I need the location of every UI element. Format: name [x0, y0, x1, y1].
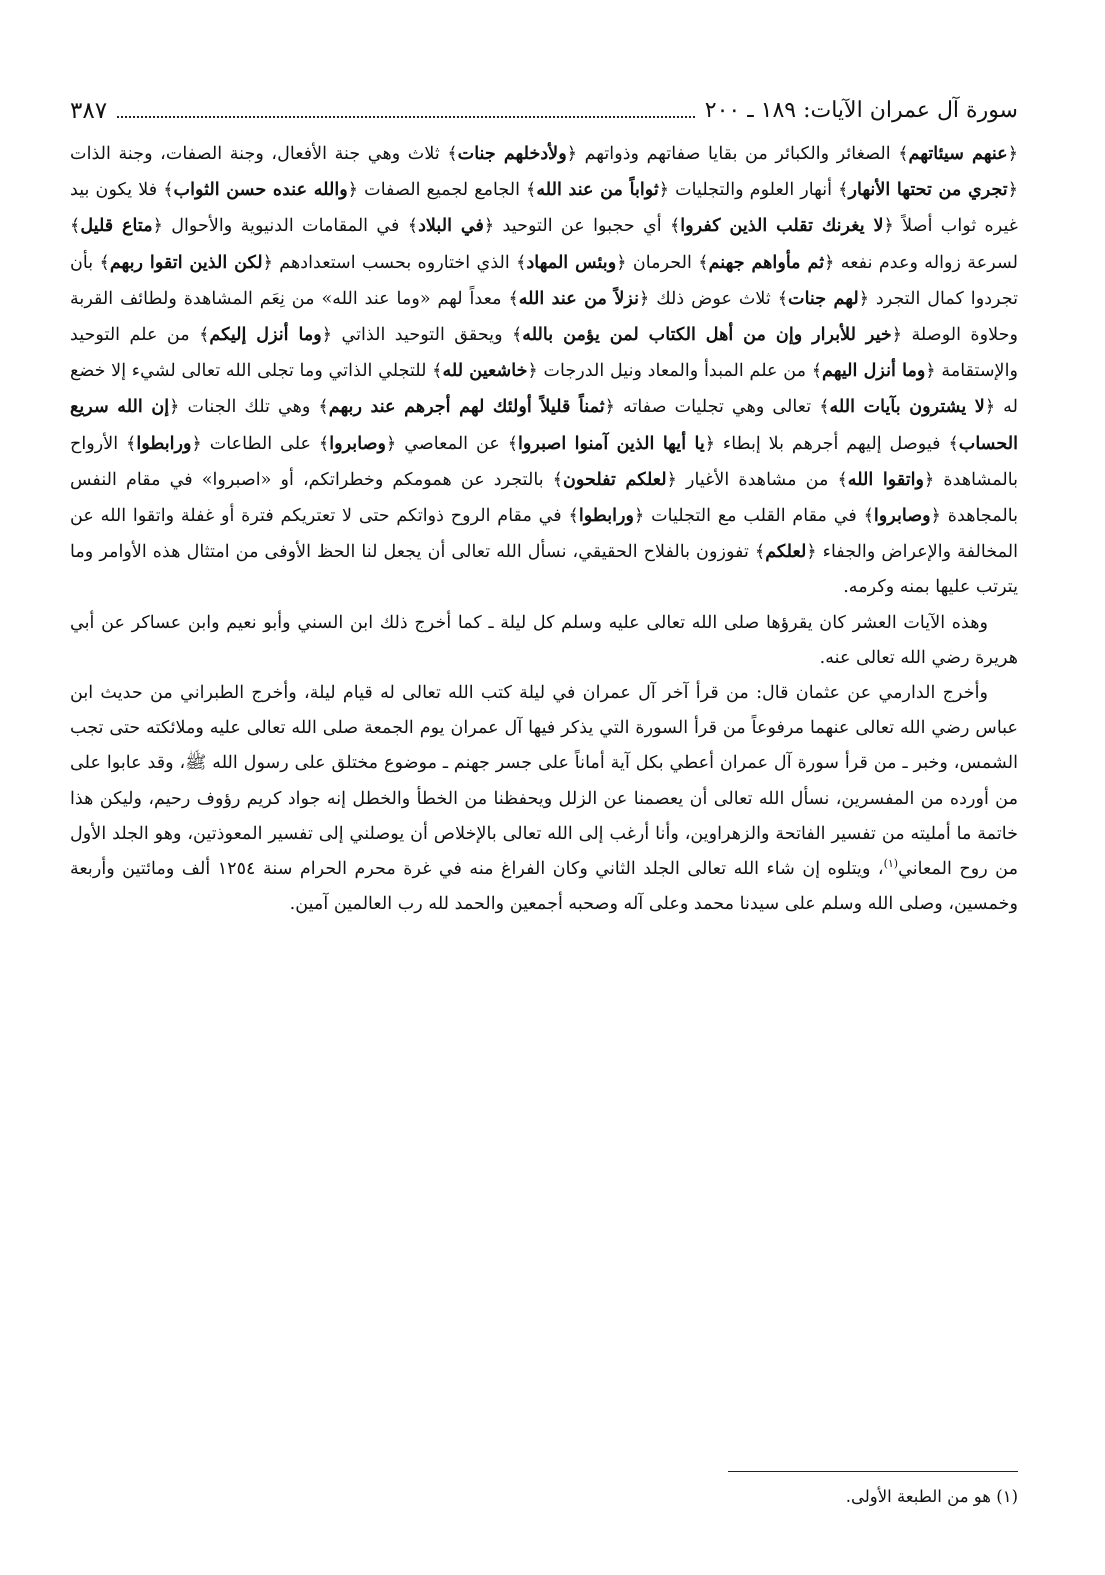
- quran-quote: ﴿ متاع قليل ﴾: [70, 215, 163, 236]
- hadith-paragraph: وهذه الآيات العشر كان يقرؤها صلى الله تعالى عليه وسلم كل ليلة ـ كما أخرج ذلك ابن السني وأبو نعيم وابن عساكر عن أبي هريرة رضي الله تعالى عنه.: [70, 612, 1018, 668]
- commentary-text: الصغائر والكبائر من بقايا صفاتهم وذواتهم: [577, 144, 899, 164]
- commentary-paragraph: [70, 136, 1018, 606]
- quran-quote: ﴿ تجري من تحتها الأنهار ﴾: [838, 179, 1018, 200]
- running-header: [70, 92, 1018, 126]
- commentary-text: وهي تلك الجنات: [179, 397, 319, 418]
- quran-quote: ﴿ ولأدخلهم جنات ﴾: [447, 143, 577, 164]
- quran-quote: ﴿ خير للأبرار وإن من أهل الكتاب لمن يؤمن بالله ﴾: [512, 324, 902, 345]
- quran-quote: ﴿ يا أيها الذين آمنوا اصبروا ﴾: [508, 433, 715, 454]
- quran-quote: ﴿ وبئس المهاد ﴾: [516, 252, 626, 273]
- commentary-text: تفوزون بالفلاح الحقيقي، نسأل الله تعالى أن يجعل لنا الحظ الأوفى من امتثال هذه الأوامر وما يترتب عليها بمنه وكرمه.: [70, 542, 1018, 598]
- quran-quote: ﴿ واتقوا الله ﴾: [837, 469, 934, 490]
- commentary-text: بالتجرد عن همومكم وخطراتكم، أو «اصبروا» في مقام النفس بالمجاهدة: [70, 469, 1018, 527]
- commentary-text: في مقام الروح ذواتكم حتى لا تعتريكم فترة أو غفلة واتقوا الله عن المخالفة والإعراض والجفاء: [70, 506, 1019, 563]
- quran-quote: ﴿ لهم جنات ﴾: [778, 288, 869, 309]
- quran-quote: ﴿ لكن الذين اتقوا ربهم ﴾: [100, 252, 273, 273]
- commentary-text: بأن تجردوا كمال التجرد: [70, 252, 1018, 309]
- closing-text-part-2: ، ويتلوه إن شاء الله تعالى الجلد الثاني وكان الفراغ منه في غرة محرم الحرام سنة ١٢٥٤ ألف ومائتين وأربعة وخمسين، وصلى الله وسلم على سيدنا محمد وعلى آله وصحبه أجمعين والحمد لله رب العالمين آمين.: [70, 859, 1018, 915]
- quran-quote: ﴿ وما أنزل إليكم ﴾: [199, 324, 332, 345]
- commentary-text: ثلاث وهي جنة الأفعال، وجنة الصفات، وجنة الذات: [70, 144, 448, 164]
- page: [70, 92, 1018, 922]
- quran-quote: ﴿ لا يغرنك تقلب الذين كفروا ﴾: [670, 215, 894, 236]
- quran-quote: ﴿ ثم مأواهم جهنم ﴾: [698, 252, 834, 273]
- quran-quote: ﴿ والله عنده حسن الثواب ﴾: [163, 179, 358, 200]
- quran-quote: ﴿ خاشعين لله ﴾: [432, 360, 538, 381]
- closing-paragraph: [70, 676, 1018, 922]
- commentary-text: الحرمان: [626, 252, 699, 273]
- commentary-text: من علم التوحيد والإستقامة: [70, 325, 1018, 382]
- quran-quote: ﴿ وصابروا ﴾: [864, 505, 941, 526]
- commentary-text: أنهار العلوم والتجليات: [669, 180, 839, 201]
- commentary-text: لسرعة زواله وعدم نفعه: [834, 252, 1018, 273]
- footnote: (١) هو من الطبعة الأولى.: [845, 1487, 1018, 1506]
- quran-quote: ﴿ ثمناً قليلاً أولئك لهم أجرهم عند ربهم ﴾: [318, 396, 615, 417]
- quran-quote: ﴿ ورابطوا ﴾: [569, 505, 645, 526]
- quran-quote: ﴿ عنهم سيئاتهم ﴾: [898, 143, 1018, 164]
- commentary-text: ويحقق التوحيد الذاتي: [332, 325, 512, 346]
- commentary-text: فلا يكون بيد غيره ثواب أصلاً: [70, 180, 1018, 237]
- commentary-text: تعالى وهي تجليات صفاته: [614, 397, 820, 418]
- commentary-text: أي حجبوا عن التوحيد: [494, 216, 670, 237]
- quran-quote: ﴿ وما أنزل اليهم ﴾: [812, 360, 936, 381]
- quran-quote: ﴿ لعلكم تفلحون ﴾: [553, 469, 677, 490]
- quran-quote: ﴿ وصابروا ﴾: [319, 433, 396, 454]
- commentary-text: الجامع لجميع الصفات: [358, 180, 527, 201]
- commentary-text: للتجلي الذاتي وما تجلى الله تعالى لشيء إلا خضع له: [70, 361, 1018, 418]
- footnote-separator: [728, 1471, 1018, 1472]
- quran-quote: ﴿ لعلكم ﴾: [755, 541, 817, 562]
- commentary-text: عن المعاصي: [396, 433, 508, 454]
- quran-quote: ﴿ لا يشترون بآيات الله ﴾: [819, 396, 995, 417]
- page-body: [70, 136, 1018, 922]
- commentary-text: في المقامات الدنيوية والأحوال: [162, 216, 408, 237]
- commentary-text: الأرواح بالمشاهدة: [70, 433, 1018, 490]
- commentary-text: الذي اختاروه بحسب استعدادهم: [272, 252, 517, 273]
- commentary-text: ثلاث عوض ذلك: [649, 288, 778, 309]
- quran-quote: ﴿ ورابطوا ﴾: [126, 433, 202, 454]
- closing-text-part-1: وأخرج الدارمي عن عثمان قال: من قرأ آخر آل عمران في ليلة كتب الله تعالى له قيام ليلة، وأخرج الطبراني من حديث ابن عباس رضي الله تعالى عنهما مرفوعاً من قرأ السورة التي يذكر فيها آل عمران يوم الجمعة صلى الله تعالى عليه وملائكته حتى تجب الشمس، وخبر ـ من قرأ سورة آل عمران أعطي بكل آية أماناً على جسر جهنم ـ موضوع مختلق على رسول الله ﷺ، وقد عابوا على من أورده من المفسرين، نسأل الله تعالى أن يعصمنا عن الزلل ويحفظنا من الخطأ والخطل إنه جواد كريم رؤوف رحيم، وليكن هذا خاتمة ما أمليته من تفسير الفاتحة والزهراوين، وأنا أرغب إلى الله تعالى بالإخلاص أن يوصلني إلى تفسير المعوذتين، وهو الجلد الأول من روح المعاني: [70, 683, 1018, 880]
- commentary-text: في مقام القلب مع التجليات: [644, 506, 864, 527]
- commentary-text: معداً لهم «وما عند الله» من نِعَم المشاهدة ولطائف القربة وحلاوة الوصلة: [70, 288, 1018, 346]
- quran-quote: ﴿ ثواباً من عند الله ﴾: [526, 179, 669, 200]
- commentary-text: على الطاعات: [201, 433, 319, 454]
- footnote-reference: (١): [883, 857, 899, 871]
- page-title: سورة آل عمران الآيات: ١٨٩ ـ ٢٠٠: [704, 98, 1018, 123]
- page-number: ٣٨٧: [70, 98, 108, 124]
- commentary-text: فيوصل إليهم أجرهم بلا إبطاء: [715, 433, 949, 454]
- quran-quote: ﴿ إن الله سريع الحساب ﴾: [70, 396, 1018, 453]
- quran-quote: ﴿ نزلاً من عند الله ﴾: [508, 288, 649, 309]
- quran-quote: ﴿ في البلاد ﴾: [408, 215, 494, 236]
- commentary-text: من علم المبدأ والمعاد ونيل الدرجات: [537, 361, 812, 382]
- leader-dots: [117, 116, 695, 118]
- commentary-text: من مشاهدة الأغيار: [676, 469, 838, 490]
